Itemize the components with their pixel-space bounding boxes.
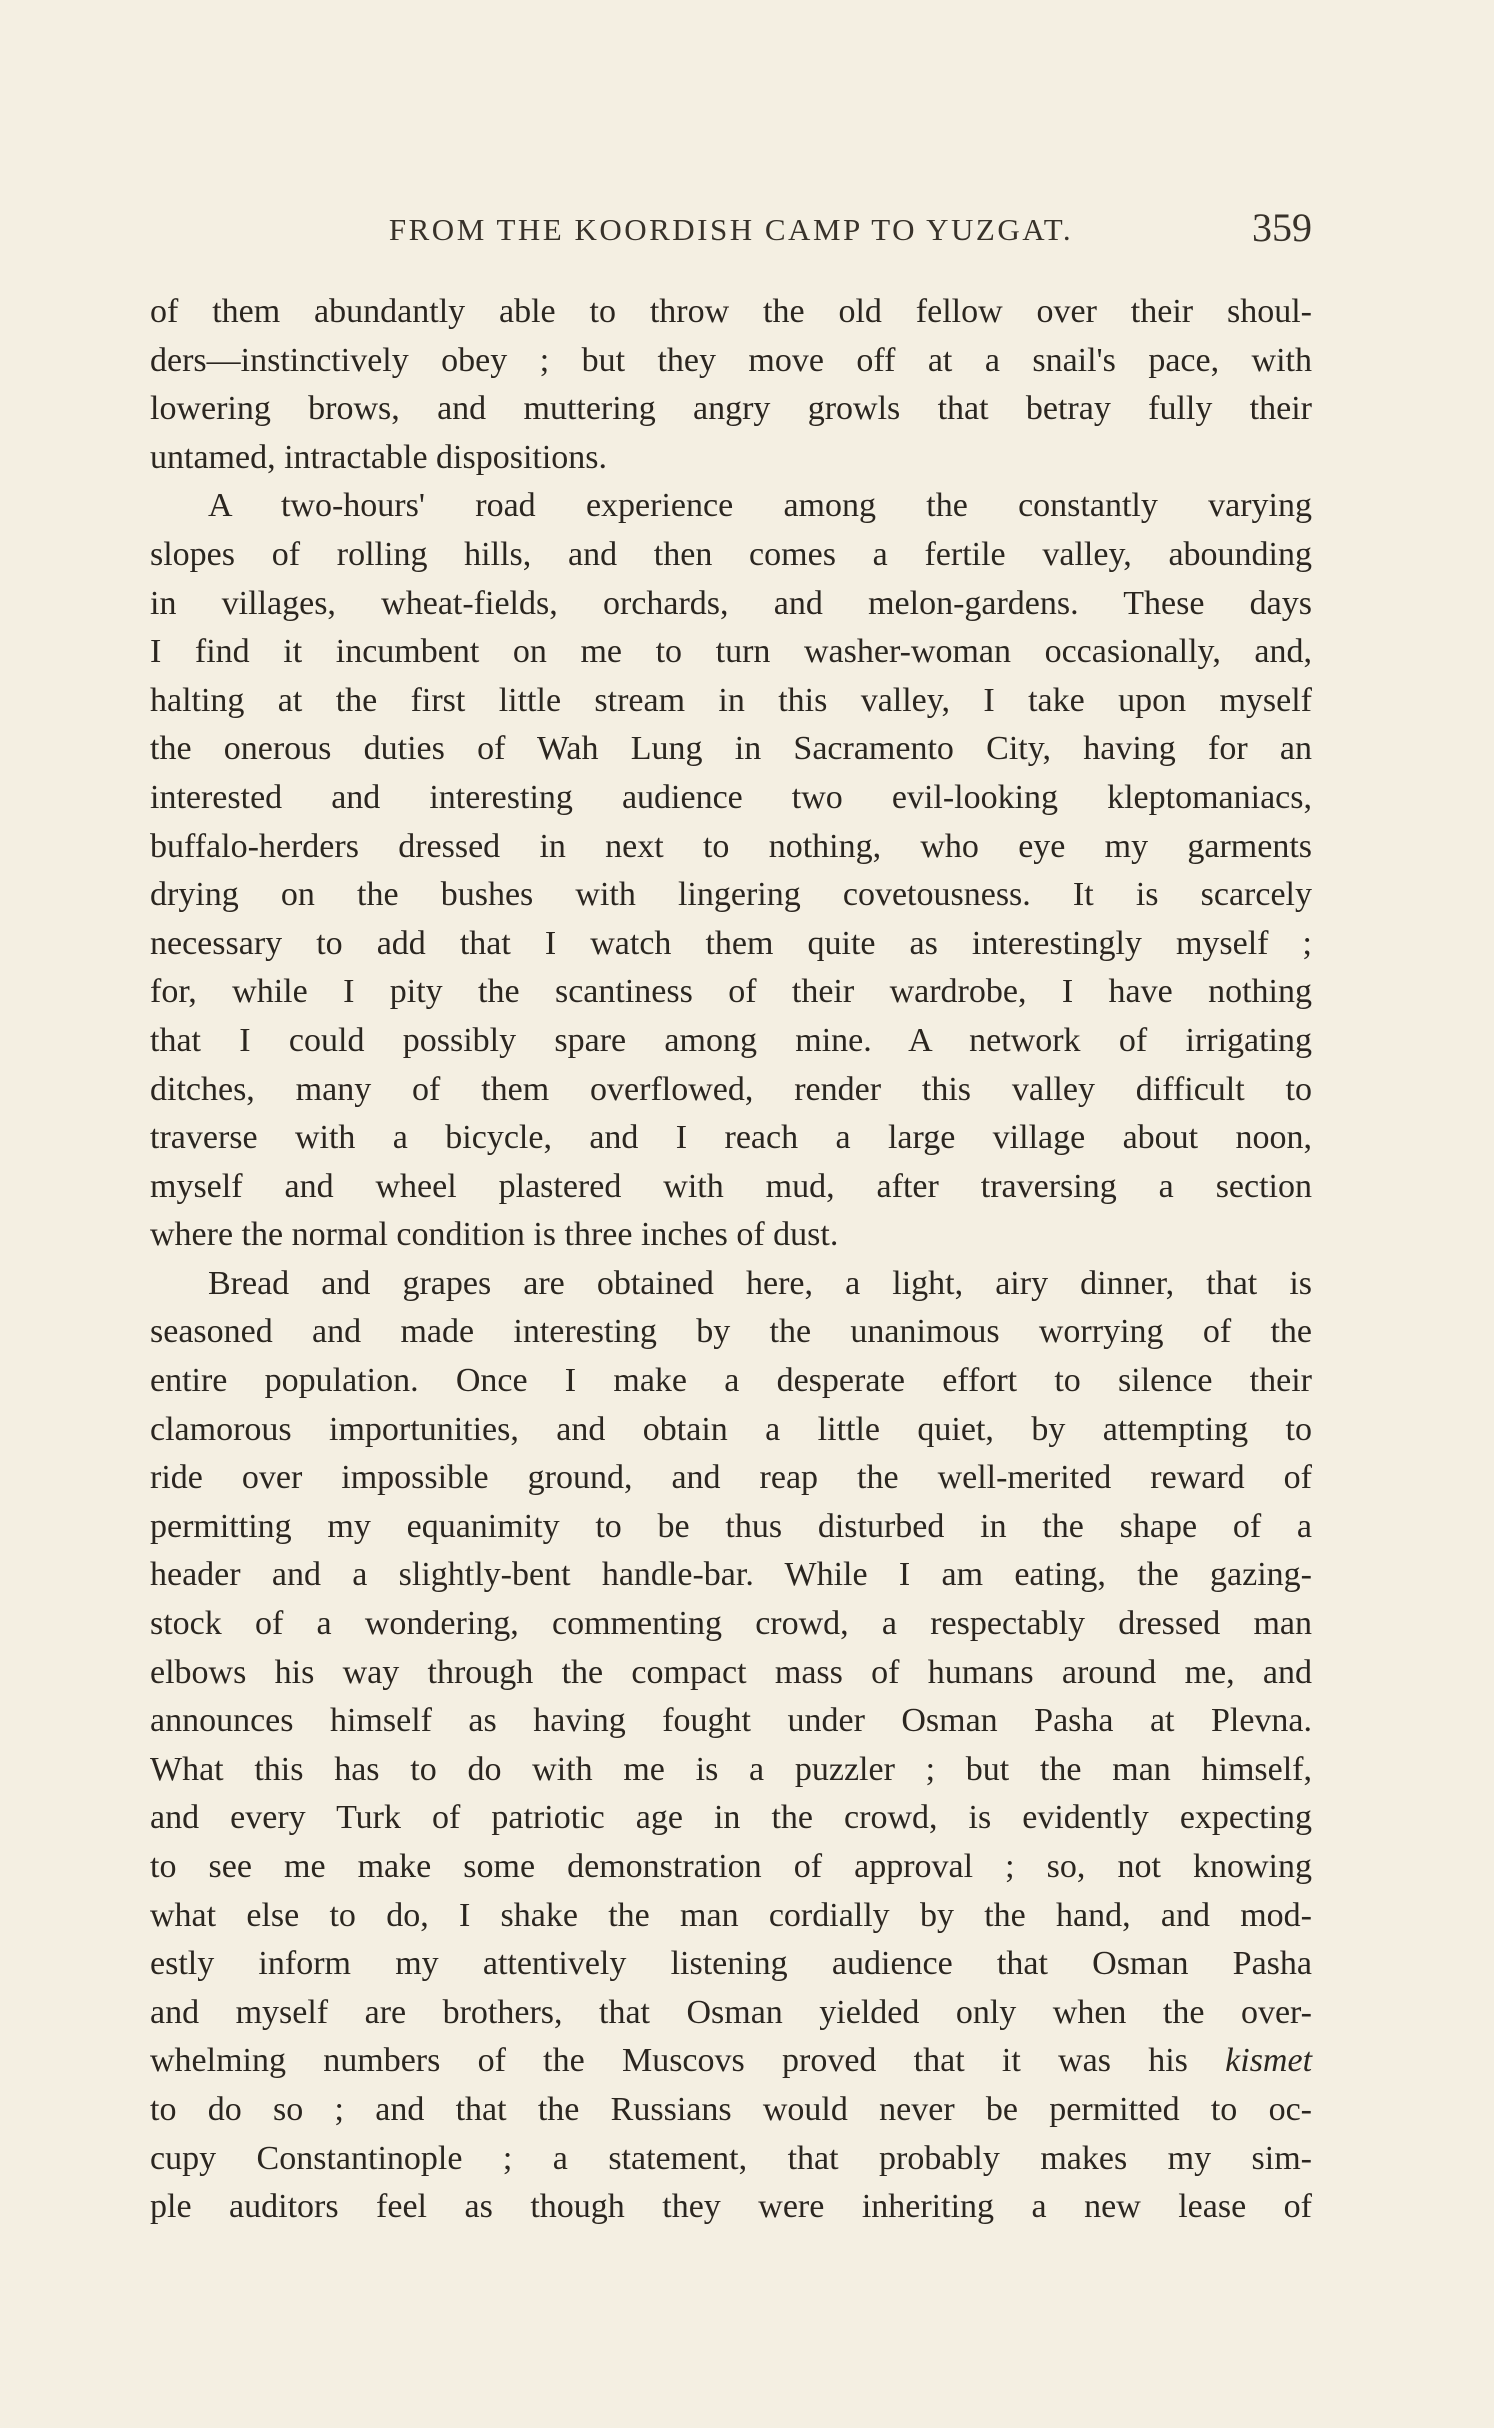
- running-head: [150, 204, 1312, 254]
- text-fragment: whelming numbers of the Muscovs proved that it was his: [150, 2042, 1188, 2080]
- text-line: of them abundantly able to throw the old fellow over their shoul-: [150, 293, 1312, 330]
- running-title: FROM THE KOORDISH CAMP TO YUZGAT.: [388, 212, 1074, 247]
- text-line: to do so ; and that the Russians would never be permitted to oc-: [150, 2090, 1312, 2128]
- italic-word: kismet: [1225, 2042, 1313, 2080]
- text-line: header and a slightly-bent handle-bar. While I am eating, the gazing-: [150, 1556, 1312, 1594]
- text-line: estly inform my attentively listening audience that Osman Pasha: [150, 1945, 1312, 1983]
- text-line: elbows his way through the compact mass of humans around me, and: [150, 1653, 1312, 1691]
- text-line: ders—instinctively obey ; but they move off at a snail's pace, with: [150, 341, 1312, 379]
- text-line: buffalo-herders dressed in next to nothing, who eye my garments: [150, 827, 1312, 865]
- text-line: I find it incumbent on me to turn washer-woman occasionally, and,: [150, 633, 1312, 671]
- text-line: seasoned and made interesting by the unanimous worrying of the: [150, 1313, 1312, 1351]
- text-line: entire population. Once I make a desperate effort to silence their: [150, 1362, 1312, 1400]
- text-line: A two-hours' road experience among the constantly varying: [208, 487, 1312, 525]
- text-line: stock of a wondering, commenting crowd, a respectably dressed man: [150, 1605, 1312, 1643]
- text-line: and myself are brothers, that Osman yielded only when the over-: [150, 1993, 1312, 2031]
- text-line: untamed, intractable dispositions.: [150, 438, 608, 476]
- text-line: [150, 2037, 1312, 2086]
- text-line: myself and wheel plastered with mud, after traversing a section: [150, 1167, 1312, 1205]
- text-line: lowering brows, and muttering angry growls that betray fully their: [150, 390, 1312, 428]
- text-line: necessary to add that I watch them quite as interestingly myself ;: [150, 924, 1312, 962]
- text-line: traverse with a bicycle, and I reach a large village about noon,: [150, 1119, 1312, 1157]
- text-line: slopes of rolling hills, and then comes a fertile valley, abounding: [150, 535, 1312, 573]
- text-line: to see me make some demonstration of approval ; so, not knowing: [150, 1848, 1312, 1885]
- text-line: drying on the bushes with lingering covetousness. It is scarcely: [150, 876, 1312, 914]
- text-line: clamorous importunities, and obtain a little quiet, by attempting to: [150, 1410, 1312, 1448]
- text-line: and every Turk of patriotic age in the crowd, is evidently expecting: [150, 1799, 1312, 1837]
- text-line: permitting my equanimity to be thus disturbed in the shape of a: [150, 1507, 1312, 1545]
- text-line: what else to do, I shake the man cordially by the hand, and mod-: [150, 1896, 1312, 1934]
- text-line: interested and interesting audience two evil-looking kleptomaniacs,: [150, 778, 1312, 816]
- text-line: where the normal condition is three inches of dust.: [150, 1216, 839, 1254]
- text-line: halting at the first little stream in this valley, I take upon myself: [150, 681, 1312, 719]
- text-line: in villages, wheat-fields, orchards, and melon-gardens. These days: [150, 584, 1312, 622]
- text-line: What this has to do with me is a puzzler ; but the man himself,: [150, 1750, 1312, 1788]
- text-line: ride over impossible ground, and reap the well-merited reward of: [150, 1459, 1312, 1497]
- text-line: the onerous duties of Wah Lung in Sacramento City, having for an: [150, 730, 1312, 768]
- body-text: [150, 288, 1312, 2232]
- text-line: ditches, many of them overflowed, render this valley difficult to: [150, 1070, 1312, 1108]
- page-number: 359: [1252, 205, 1312, 250]
- text-line: for, while I pity the scantiness of their wardrobe, I have nothing: [150, 973, 1312, 1011]
- text-line: ple auditors feel as though they were inheriting a new lease of: [150, 2188, 1312, 2226]
- text-line: Bread and grapes are obtained here, a light, airy dinner, that is: [208, 1264, 1312, 1302]
- text-line: cupy Constantinople ; a statement, that probably makes my sim-: [150, 2139, 1312, 2177]
- text-line: that I could possibly spare among mine. A network of irrigating: [150, 1021, 1312, 1059]
- text-line: announces himself as having fought under Osman Pasha at Plevna.: [150, 1702, 1312, 1740]
